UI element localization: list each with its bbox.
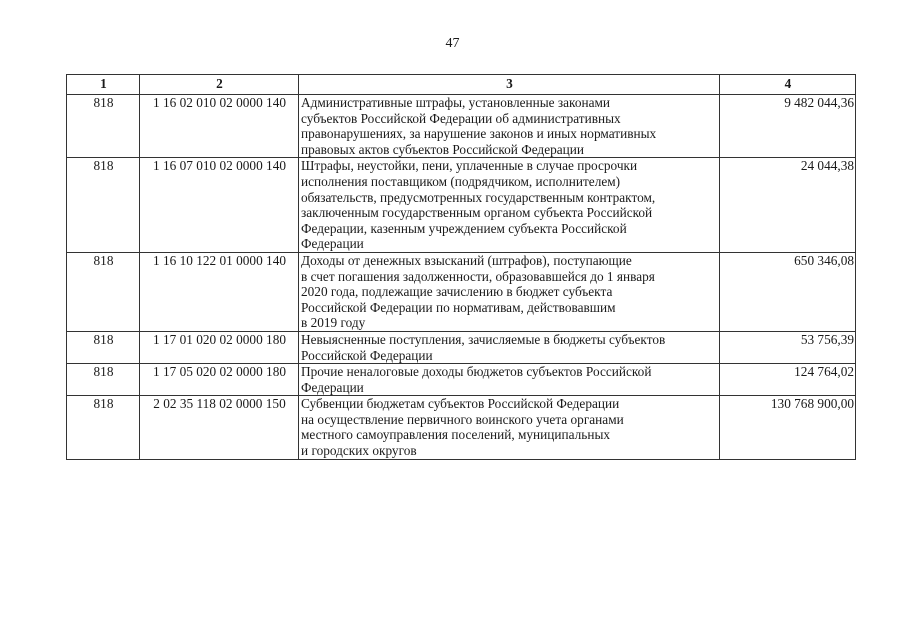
column-header-4: 4	[720, 75, 856, 95]
table-row	[67, 396, 856, 459]
table-row	[67, 364, 856, 396]
kbk-code-cell: 1 16 02 010 02 0000 140	[140, 95, 299, 158]
admin-code-cell: 818	[67, 396, 140, 459]
amount-cell: 24 044,38	[720, 158, 856, 253]
revenue-name-cell: Субвенции бюджетам субъектов Российской Федерации на осуществление первичного воинского учета органами местного самоуправления поселений, муниципальных и городских округов	[299, 396, 720, 459]
kbk-code-cell: 1 16 10 122 01 0000 140	[140, 252, 299, 331]
column-header-2: 2	[140, 75, 299, 95]
revenue-name-cell: Доходы от денежных взысканий (штрафов), поступающие в счет погашения задолженности, образовавшейся до 1 января 2020 года, подлежащие зачислению в бюджет субъекта Российской Федерации по нормативам, действовавшим в 2019 году	[299, 252, 720, 331]
amount-cell: 650 346,08	[720, 252, 856, 331]
kbk-code-cell: 2 02 35 118 02 0000 150	[140, 396, 299, 459]
admin-code-cell: 818	[67, 331, 140, 363]
revenue-name-cell: Административные штрафы, установленные законами субъектов Российской Федерации об административных правонарушениях, за нарушение законов и иных нормативных правовых актов субъектов Российской Федерации	[299, 95, 720, 158]
admin-code-cell: 818	[67, 364, 140, 396]
kbk-code-cell: 1 16 07 010 02 0000 140	[140, 158, 299, 253]
amount-cell: 130 768 900,00	[720, 396, 856, 459]
kbk-code-cell: 1 17 05 020 02 0000 180	[140, 364, 299, 396]
page-number: 47	[445, 36, 460, 51]
admin-code-cell: 818	[67, 95, 140, 158]
column-header-3: 3	[299, 75, 720, 95]
admin-code-cell: 818	[67, 158, 140, 253]
admin-code-cell: 818	[67, 252, 140, 331]
amount-cell: 124 764,02	[720, 364, 856, 396]
revenue-table	[66, 74, 856, 460]
revenue-name-cell: Штрафы, неустойки, пени, уплаченные в случае просрочки исполнения поставщиком (подрядчиком, исполнителем) обязательств, предусмотренных государственным контрактом, заключенным государственным органом субъекта Российской Федерации, казенным учреждением субъекта Российской Федерации	[299, 158, 720, 253]
table-row	[67, 158, 856, 253]
revenue-name-cell: Прочие неналоговые доходы бюджетов субъектов Российской Федерации	[299, 364, 720, 396]
table-row	[67, 331, 856, 363]
amount-cell: 9 482 044,36	[720, 95, 856, 158]
kbk-code-cell: 1 17 01 020 02 0000 180	[140, 331, 299, 363]
table-row	[67, 95, 856, 158]
table-row	[67, 252, 856, 331]
table-header-row	[67, 75, 856, 95]
revenue-name-cell: Невыясненные поступления, зачисляемые в бюджеты субъектов Российской Федерации	[299, 331, 720, 363]
column-header-1: 1	[67, 75, 140, 95]
amount-cell: 53 756,39	[720, 331, 856, 363]
